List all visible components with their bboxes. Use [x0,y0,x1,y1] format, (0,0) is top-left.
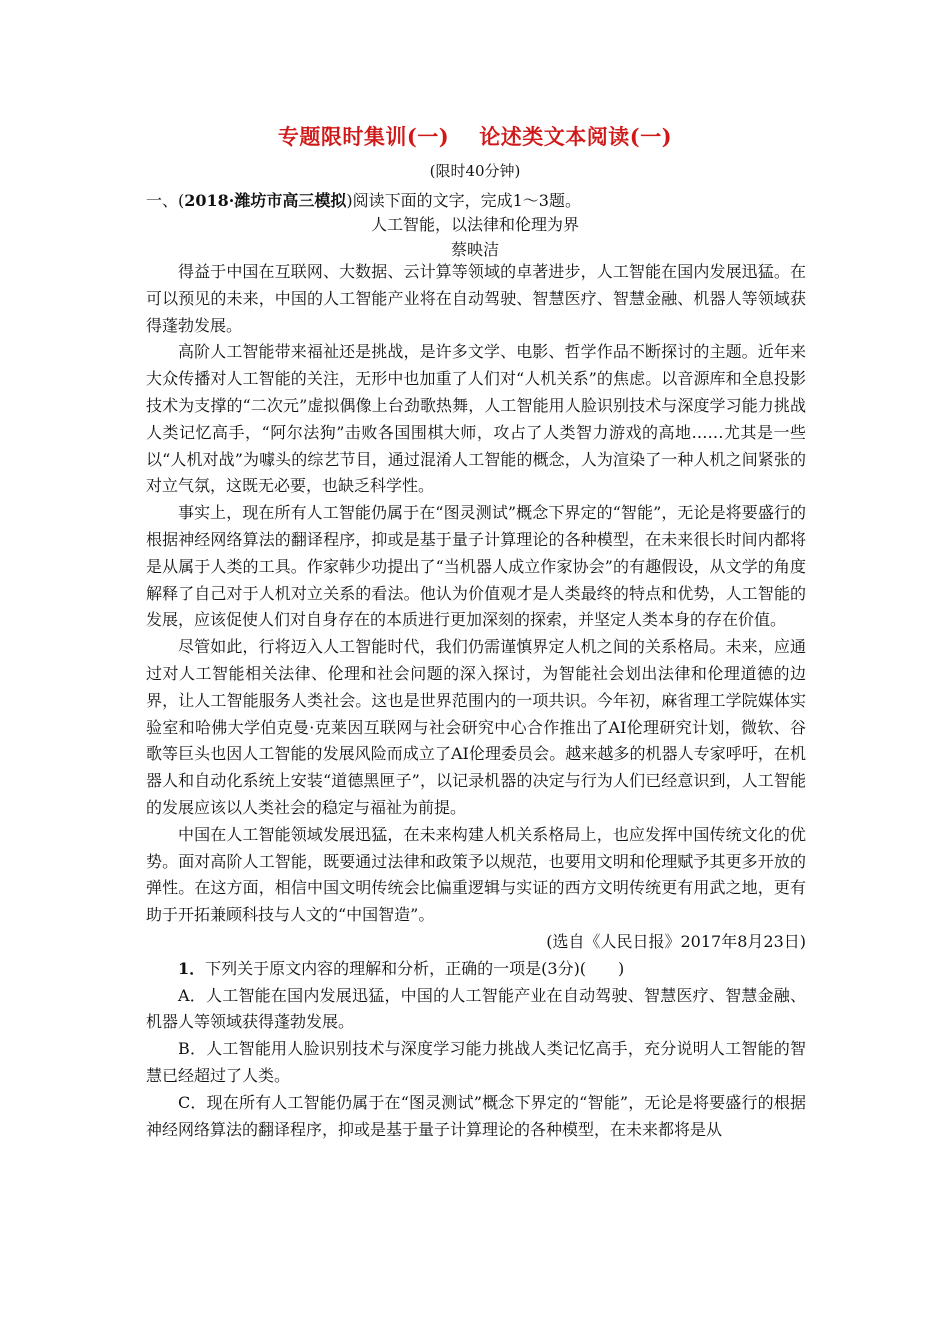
section-source: 2018·潍坊市高三模拟 [184,191,347,210]
article-author: 蔡映洁 [450,240,499,259]
question-stem: 下列关于原文内容的理解和分析，正确的一项是(3分)( ) [205,958,625,978]
paragraph: 高阶人工智能带来福祉还是挑战，是许多文学、电影、哲学作品不断探讨的主题。近年来大众传播对人工智能的关注，无形中也加重了人们对“人机关系”的焦虑。以音源库和全息投影技术为支撑的“二次元”虚拟偶像上台劲歌热舞，人工智能用人脸识别技术与深度学习能力挑战人类记忆高手，“阿尔法狗”击败各国围棋大师，攻占了人类智力游戏的高地……尤其是一些以“人机对战”为噱头的综艺节目，通过混淆人工智能的概念，人为渲染了一种人机之间紧张的对立气氛，这既无必要，也缺乏科学性。 [146,342,806,496]
section-heading [146,188,581,211]
section-prefix: 一、( [146,191,185,210]
section-suffix: )阅读下面的文字，完成1～3题。 [346,191,581,210]
paragraph: 尽管如此，行将迈入人工智能时代，我们仍需谨慎界定人机之间的关系格局。未来，应通过对人工智能相关法律、伦理和社会问题的深入探讨，为智能社会划出法律和伦理道德的边界，让人工智能服务人类社会。这也是世界范围内的一项共识。今年初，麻省理工学院媒体实验室和哈佛大学伯克曼·克莱因互联网与社会研究中心合作推出了AI伦理研究计划，微软、谷歌等巨头也因人工智能的发展风险而成立了AI伦理委员会。越来越多的机器人专家呼吁，在机器人和自动化系统上安装“道德黑匣子”，以记录机器的决定与行为人们已经意识到，人工智能的发展应该以人类社会的稳定与福祉为前提。 [146,637,806,817]
article-source: (选自《人民日报》2017年8月23日) [546,931,806,951]
title-part-2: 论述类文本阅读(一) [479,124,673,149]
question-1 [146,956,806,983]
paragraph: 中国在人工智能领域发展迅猛，在未来构建人机关系格局上，也应发挥中国传统文化的优势。面对高阶人工智能，既要通过法律和政策予以规范，也要用文明和伦理赋予其更多开放的弹性。在这方面，相信中国文明传统会比偏重逻辑与实证的西方文明传统更有用武之地，更有助于开拓兼顾科技与人文的“中国智造”。 [146,824,806,925]
paragraph: 事实上，现在所有人工智能仍属于在“图灵测试”概念下界定的“智能”，无论是将要盛行的根据神经网络算法的翻译程序，抑或是基于量子计算理论的各种模型，在未来很长时间内都将是从属于人类的工具。作家韩少功提出了“当机器人成立作家协会”的有趣假设，从文学的角度解释了自己对于人机对立关系的看法。他认为价值观才是人类最终的特点和优势，人工智能的发展，应该促使人们对自身存在的本质进行更加深刻的探索，并坚定人类本身的存在价值。 [146,503,806,630]
question-number: 1． [178,958,206,978]
article-title: 人工智能，以法律和伦理为界 [370,215,579,234]
article-body [146,259,806,1143]
title-part-1: 专题限时集训(一) [277,124,450,149]
paragraph: 得益于中国在互联网、大数据、云计算等领域的卓著进步，人工智能在国内发展迅猛。在可以预见的未来，中国的人工智能产业将在自动驾驶、智慧医疗、智慧金融、机器人等领域获得蓬勃发展。 [146,262,806,335]
option-a: A．人工智能在国内发展迅猛，中国的人工智能产业在自动驾驶、智慧医疗、智慧金融、机器人等领域获得蓬勃发展。 [146,985,806,1032]
time-limit: (限时40分钟) [429,162,521,180]
option-b: B．人工智能用人脸识别技术与深度学习能力挑战人类记忆高手，充分说明人工智能的智慧已经超过了人类。 [146,1039,806,1085]
option-c: C．现在所有人工智能仍属于在“图灵测试”概念下界定的“智能”，无论是将要盛行的根据神经网络算法的翻译程序，抑或是基于量子计算理论的各种模型，在未来都将是从 [146,1092,806,1139]
page-title [0,121,950,151]
